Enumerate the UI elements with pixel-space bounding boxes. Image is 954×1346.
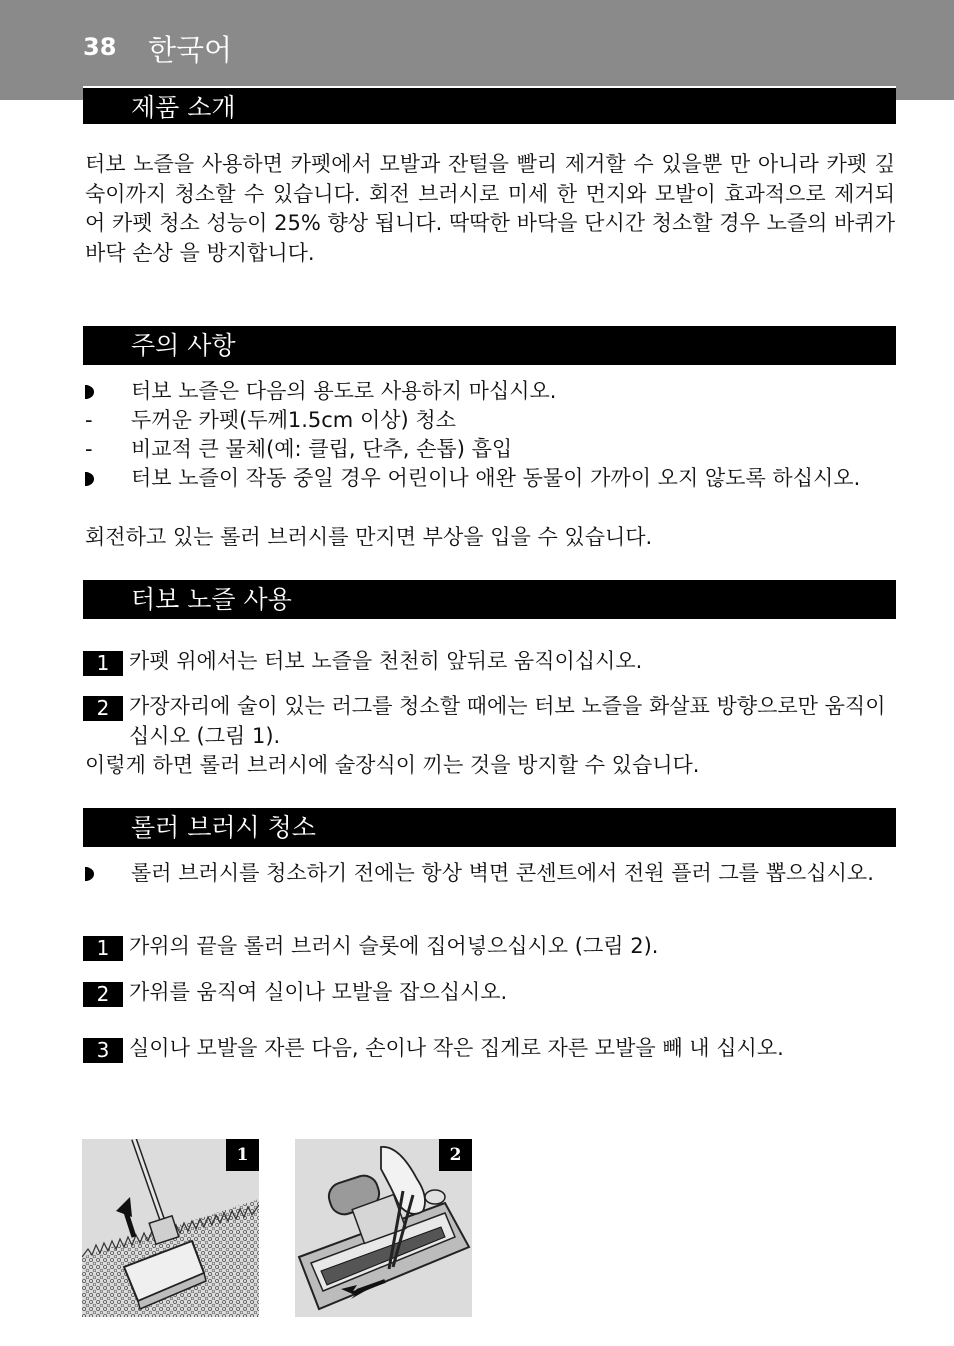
usage-step-1 (83, 647, 895, 677)
cleaning-step-3-text: 실이나 모발을 자른 다음, 손이나 작은 집게로 자른 모발을 빼 내 십시오. (129, 1036, 784, 1060)
section-title-intro: 제품 소개 (83, 86, 896, 124)
cleaning-step-2 (83, 978, 895, 1008)
language-title: 한국어 (148, 33, 233, 67)
figure-2-label: 2 (439, 1139, 472, 1171)
section-title-caution: 주의 사항 (83, 326, 896, 365)
usage-step-2-text: 가장자리에 술이 있는 러그를 청소할 때에는 터보 노즐을 화살표 방향으로만 움직이십시오 (그림 1). (129, 694, 886, 748)
usage-step-1-text: 카펫 위에서는 터보 노즐을 천천히 앞뒤로 움직이십시오. (129, 649, 643, 673)
step-number-badge: 2 (83, 696, 123, 721)
bullet-icon (85, 385, 94, 399)
header-band (0, 0, 954, 100)
page-number: 38 (83, 33, 117, 61)
figure-2-cleaning-brush (295, 1139, 472, 1317)
step-number-badge: 2 (83, 982, 123, 1007)
caution-dash-1-text: 두꺼운 카펫(두께1.5cm 이상) 청소 (131, 408, 456, 432)
cleaning-step-3 (83, 1034, 895, 1064)
bullet-icon (85, 472, 94, 486)
caution-note: 회전하고 있는 롤러 브러시를 만지면 부상을 입을 수 있습니다. (85, 525, 653, 549)
bullet-icon (85, 867, 94, 881)
caution-bullet-2 (85, 464, 895, 494)
figure-1-label: 1 (226, 1139, 259, 1171)
usage-note: 이렇게 하면 롤러 브러시에 술장식이 끼는 것을 방지할 수 있습니다. (85, 753, 700, 777)
figure-1-nozzle-on-rug (82, 1139, 259, 1317)
section-title-cleaning: 롤러 브러시 청소 (83, 808, 896, 847)
cleaning-bullet-1-text: 롤러 브러시를 청소하기 전에는 항상 벽면 콘센트에서 전원 플러 그를 뽑으십시오. (131, 861, 874, 885)
cleaning-step-1-text: 가위의 끝을 롤러 브러시 슬롯에 집어넣으십시오 (그림 2). (129, 934, 659, 958)
cleaning-step-1 (83, 932, 895, 962)
caution-dash-2-text: 비교적 큰 물체(예: 클립, 단추, 손톱) 흡입 (131, 437, 513, 461)
caution-dash-2 (85, 435, 895, 465)
intro-paragraph: 터보 노즐을 사용하면 카펫에서 모발과 잔털을 빨리 제거할 수 있을뿐 만 아니라 카펫 깊숙이까지 청소할 수 있습니다. 회전 브러시로 미세 한 먼지와 모발이 효과적으로 제거되어 카펫 청소 성능이 25% 향상 됩니다. 딱딱한 바닥을 단시간 청소할 경우 노즐의 바퀴가 바닥 손상 을 방지합니다. (85, 152, 895, 265)
step-number-badge: 1 (83, 936, 123, 961)
step-number-badge: 3 (83, 1038, 123, 1063)
step-number-badge: 1 (83, 651, 123, 676)
dash-marker: - (85, 408, 93, 432)
caution-dash-1 (85, 406, 895, 436)
dash-marker: - (85, 437, 93, 461)
cleaning-step-2-text: 가위를 움직여 실이나 모발을 잡으십시오. (129, 980, 508, 1004)
cleaning-bullet-1 (85, 859, 895, 889)
section-title-usage: 터보 노즐 사용 (83, 580, 896, 619)
caution-bullet-1 (85, 377, 895, 407)
usage-step-2 (83, 692, 895, 751)
caution-bullet-1-text: 터보 노즐은 다음의 용도로 사용하지 마십시오. (131, 379, 557, 403)
caution-bullet-2-text: 터보 노즐이 작동 중일 경우 어린이나 애완 동물이 가까이 오지 않도록 하십시오. (131, 466, 861, 490)
